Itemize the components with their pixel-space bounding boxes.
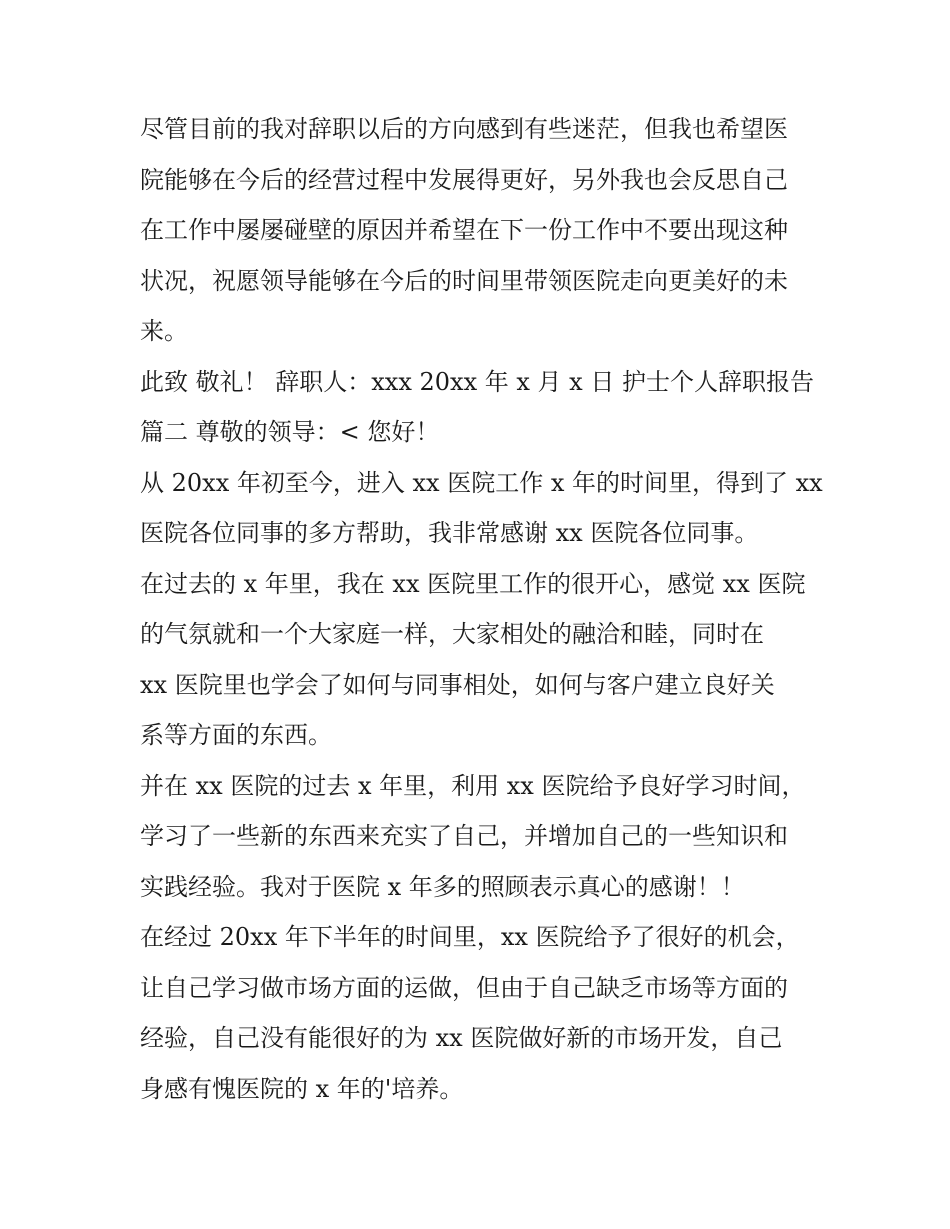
text-line: 状况，祝愿领导能够在今后的时间里带领医院走向更美好的未 <box>140 266 788 295</box>
text-line: 的气氛就和一个大家庭一样，大家相处的融洽和睦，同时在 <box>140 620 764 648</box>
text-line: 让自己学习做市场方面的运做，但由于自己缺乏市场等方面的 <box>140 973 788 1002</box>
text-line: 院能够在今后的经营过程中发展得更好，另外我也会反思自己 <box>140 165 788 194</box>
document-body <box>140 104 823 1114</box>
text-line: 在过去的 x 年里，我在 xx 医院里工作的很开心，感觉 xx 医院 <box>140 569 806 598</box>
text-line: 并在 xx 医院的过去 x 年里，利用 xx 医院给予良好学习时间， <box>140 771 806 800</box>
text-line: xx 医院里也学会了如何与同事相处，如何与客户建立良好关 <box>140 670 775 699</box>
text-line: 学习了一些新的东西来充实了自己，并增加自己的一些知识和 <box>140 822 788 850</box>
text-line: 医院各位同事的多方帮助，我非常感谢 xx 医院各位同事。 <box>140 519 759 547</box>
text-line: 在工作中屡屡碰壁的原因并希望在下一份工作中不要出现这种 <box>140 216 788 244</box>
text-line: 此致 敬礼！ 辞职人：xxx 20xx 年 x 月 x 日 护士个人辞职报告 <box>140 367 814 396</box>
text-line: 篇二 尊敬的领导：< 您好！ <box>140 418 440 446</box>
text-line: 实践经验。我对于医院 x 年多的照顾表示真心的感谢！！ <box>140 872 745 901</box>
text-line: 来。 <box>140 317 188 345</box>
text-line: 系等方面的东西。 <box>140 721 332 749</box>
text-line: 身感有愧医院的 x 年的'培养。 <box>140 1074 464 1103</box>
text-line: 尽管目前的我对辞职以后的方向感到有些迷茫，但我也希望医 <box>140 115 788 143</box>
text-line: 从 20xx 年初至今，进入 xx 医院工作 x 年的时间里，得到了 xx <box>140 468 823 497</box>
text-line: 在经过 20xx 年下半年的时间里，xx 医院给予了很好的机会， <box>140 923 800 951</box>
text-line: 经验，自己没有能很好的为 xx 医院做好新的市场开发，自己 <box>140 1024 783 1052</box>
